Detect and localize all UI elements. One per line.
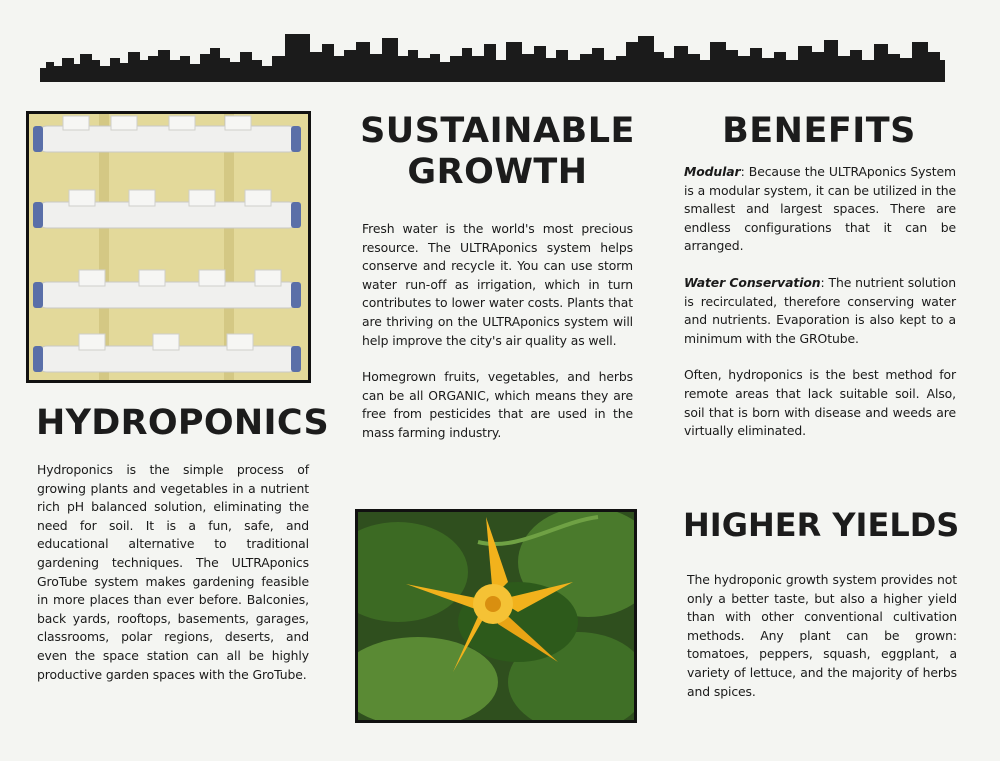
flower-photo (355, 509, 637, 723)
sustainable-growth-body (362, 220, 633, 443)
sustainable-paragraph-2: Homegrown fruits, vegetables, and herbs can be all ORGANIC, which means they are free from pesticides that are used in the mass farming industry. (362, 369, 633, 440)
heading-line-1: SUSTAINABLE (360, 111, 635, 151)
benefit-water (684, 274, 956, 348)
modular-text: : Because the ULTRAponics System is a modular system, it can be utilized in the smallest and largest spaces. There are endless configurations that it can be arranged. (684, 164, 956, 254)
hydroponics-heading: HYDROPONICS (36, 403, 329, 443)
benefits-heading: BENEFITS (722, 111, 916, 151)
pipes-photo (26, 111, 311, 383)
higher-yields-body: The hydroponic growth system provides not only a better taste, but also a higher yield than with other conventional cultivation methods. Any plant can be grown: tomatoes, peppers, squash, eggplant, a variety of lettuce, and the majority of herbs and spices. (687, 572, 957, 699)
benefit-often: Often, hydroponics is the best method for remote areas that lack suitable soil. Also, soil that is born with disease and weeds are virtually eliminated. (684, 367, 956, 439)
grotube-pipes-image (29, 114, 308, 380)
sustainable-paragraph-1: Fresh water is the world's most precious resource. The ULTRAponics system helps conserve and recycle it. You can use storm water run-off as irrigation, which in turn contributes to lower water costs. Plants that are thriving on the ULTRAponics system will help improve the city's air quality as well. (362, 221, 633, 348)
sustainable-growth-heading (355, 112, 640, 191)
skyline-silhouette (40, 34, 945, 82)
squash-blossom-image (358, 512, 634, 720)
heading-line-2: GROWTH (407, 151, 588, 192)
higher-yields-heading: HIGHER YIELDS (683, 506, 960, 544)
hydroponics-body: Hydroponics is the simple process of growing plants and vegetables in a nutrient rich pH balanced solution, eliminating the need for soil. It is a fun, safe, and educational alternative to traditional gardening techniques. The ULTRAponics GroTube system makes gardening feasible in more places than ever before. Balconies, back yards, rooftops, basements, garages, classrooms, polar regions, deserts, and even the space station can all be highly productive garden spaces with the GroTube. (37, 462, 309, 682)
benefits-body (684, 163, 956, 441)
modular-label: Modular (684, 164, 741, 179)
water-label: Water Conservation (684, 274, 821, 290)
water-text: : The nutrient solution is recirculated, therefore conserving water and nutrients. Evaporation is also kept to a minimum with the GROtube. (684, 274, 956, 346)
benefit-modular (684, 163, 956, 256)
skyline-banner (40, 30, 945, 82)
